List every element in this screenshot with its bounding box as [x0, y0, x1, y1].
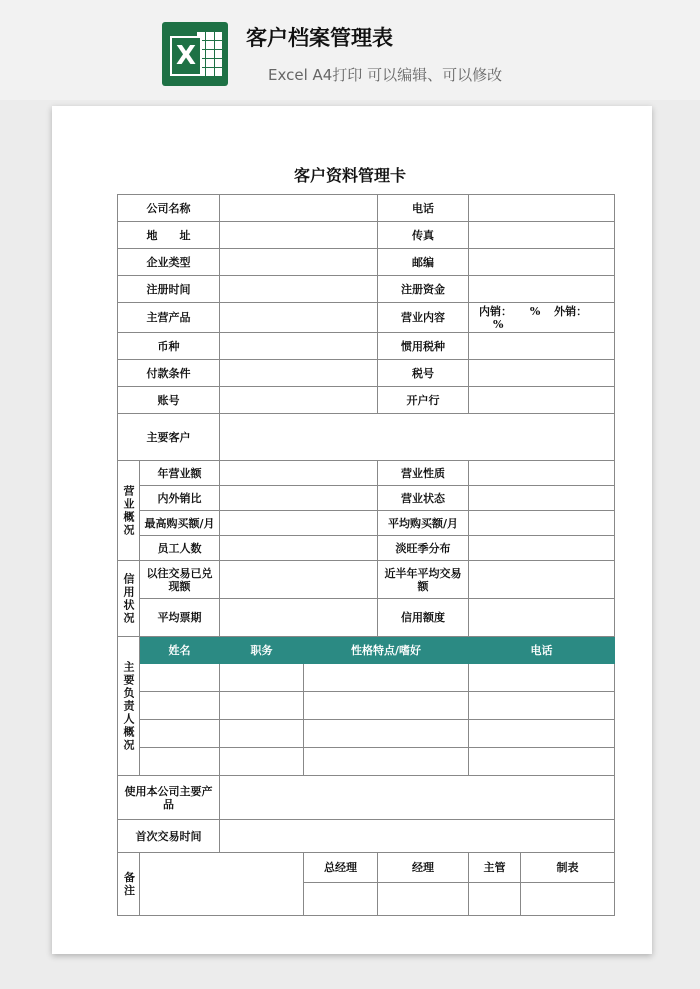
label-annual-revenue: 年营业额: [140, 461, 220, 486]
label-credit-limit: 信用额度: [378, 599, 469, 637]
domestic-label: 内销：: [479, 304, 512, 318]
value-staff-count[interactable]: [220, 536, 378, 561]
label-max-monthly: 最高购买额/月: [140, 511, 220, 536]
excel-logo-letter: X: [170, 36, 202, 76]
label-reg-time: 注册时间: [118, 276, 220, 303]
label-tax-type: 惯用税种: [378, 333, 469, 360]
value-max-monthly[interactable]: [220, 511, 378, 536]
label-business-content: 营业内容: [378, 303, 469, 333]
value-reg-time[interactable]: [220, 276, 378, 303]
value-account[interactable]: [220, 387, 378, 414]
label-first-trade: 首次交易时间: [118, 820, 220, 853]
card-title: 客户资料管理卡: [293, 166, 406, 185]
label-past-cashed: 以往交易已兑现额: [140, 561, 220, 599]
table-row: [118, 461, 615, 486]
export-label: 外销：: [554, 304, 588, 318]
value-bank[interactable]: [469, 387, 615, 414]
label-reg-capital: 注册资金: [378, 276, 469, 303]
value-enterprise-type[interactable]: [220, 249, 378, 276]
contact-title-cell[interactable]: [220, 720, 304, 748]
table-row: [118, 195, 615, 222]
contact-trait-cell[interactable]: [304, 664, 469, 692]
value-sales-ratio[interactable]: [220, 486, 378, 511]
page-subtitle: Excel A4打印 可以编辑、可以修改: [268, 66, 503, 84]
contact-trait-cell[interactable]: [304, 748, 469, 776]
label-address: 地 址: [118, 222, 220, 249]
percent-sign: %: [493, 317, 504, 331]
value-products-used[interactable]: [220, 776, 615, 820]
value-fax[interactable]: [469, 222, 615, 249]
label-general-manager: 总经理: [304, 853, 378, 883]
table-row: [118, 414, 615, 461]
label-main-products: 主营产品: [118, 303, 220, 333]
table-row: [118, 333, 615, 360]
table-row: [118, 748, 615, 776]
value-past-cashed[interactable]: [220, 561, 378, 599]
value-credit-limit[interactable]: [469, 599, 615, 637]
table-row: [118, 664, 615, 692]
credit-section-label: 信用状况: [118, 561, 140, 637]
table-row: [118, 853, 615, 883]
label-business-nature: 营业性质: [378, 461, 469, 486]
column-header: 职务: [220, 637, 304, 664]
label-remarks: 备注: [118, 853, 140, 916]
label-season-distribution: 淡旺季分布: [378, 536, 469, 561]
label-main-customers: 主要客户: [118, 414, 220, 461]
value-business-status[interactable]: [469, 486, 615, 511]
contact-phone-cell[interactable]: [469, 692, 615, 720]
business-section-label: 营业概况: [118, 461, 140, 561]
value-avg-term[interactable]: [220, 599, 378, 637]
label-phone: 电话: [378, 195, 469, 222]
signature-supervisor[interactable]: [469, 883, 521, 916]
contact-name-cell[interactable]: [140, 720, 220, 748]
table-row: [118, 249, 615, 276]
page-header: [0, 0, 700, 100]
label-currency: 币种: [118, 333, 220, 360]
table-row: [118, 599, 615, 637]
table-row: [118, 776, 615, 820]
label-company-name: 公司名称: [118, 195, 220, 222]
value-currency[interactable]: [220, 333, 378, 360]
contact-trait-cell[interactable]: [304, 692, 469, 720]
excel-icon: [162, 22, 228, 86]
value-payment-terms[interactable]: [220, 360, 378, 387]
label-payment-terms: 付款条件: [118, 360, 220, 387]
label-sales-ratio: 内外销比: [140, 486, 220, 511]
label-half-year-avg: 近半年平均交易额: [378, 561, 469, 599]
contact-phone-cell[interactable]: [469, 748, 615, 776]
table-row: [118, 303, 615, 333]
table-row: [118, 276, 615, 303]
table-row: [118, 387, 615, 414]
contact-phone-cell[interactable]: [469, 664, 615, 692]
contact-name-cell[interactable]: [140, 748, 220, 776]
value-annual-revenue[interactable]: [220, 461, 378, 486]
label-bank: 开户行: [378, 387, 469, 414]
value-business-content[interactable]: [469, 303, 615, 333]
value-avg-monthly[interactable]: [469, 511, 615, 536]
value-remarks[interactable]: [140, 853, 304, 916]
label-tax-no: 税号: [378, 360, 469, 387]
value-reg-capital[interactable]: [469, 276, 615, 303]
column-header: 电话: [469, 637, 615, 664]
table-row: [118, 486, 615, 511]
label-staff-count: 员工人数: [140, 536, 220, 561]
table-row: [118, 561, 615, 599]
contact-name-cell[interactable]: [140, 664, 220, 692]
contact-title-cell[interactable]: [220, 748, 304, 776]
contact-phone-cell[interactable]: [469, 720, 615, 748]
table-row: [118, 222, 615, 249]
value-season-distribution[interactable]: [469, 536, 615, 561]
label-products-used: 使用本公司主要产品: [118, 776, 220, 820]
value-tax-no[interactable]: [469, 360, 615, 387]
label-fax: 传真: [378, 222, 469, 249]
table-row: [118, 720, 615, 748]
value-company-name[interactable]: [220, 195, 378, 222]
label-account: 账号: [118, 387, 220, 414]
value-postcode[interactable]: [469, 249, 615, 276]
table-row: [118, 511, 615, 536]
contact-name-cell[interactable]: [140, 692, 220, 720]
contact-trait-cell[interactable]: [304, 720, 469, 748]
contacts-section-label: 主要负责人概况: [118, 637, 140, 776]
value-tax-type[interactable]: [469, 333, 615, 360]
label-manager: 经理: [378, 853, 469, 883]
column-header: 性格特点/嗜好: [304, 637, 469, 664]
value-main-customers[interactable]: [220, 414, 615, 461]
contact-title-cell[interactable]: [220, 664, 304, 692]
value-business-nature[interactable]: [469, 461, 615, 486]
table-row: [118, 820, 615, 853]
label-avg-term: 平均票期: [140, 599, 220, 637]
label-supervisor: 主管: [469, 853, 521, 883]
label-postcode: 邮编: [378, 249, 469, 276]
signature-manager[interactable]: [378, 883, 469, 916]
percent-sign: %: [529, 304, 541, 318]
table-row: [118, 692, 615, 720]
label-avg-monthly: 平均购买额/月: [378, 511, 469, 536]
table-row: [118, 536, 615, 561]
signature-maker[interactable]: [521, 883, 615, 916]
label-enterprise-type: 企业类型: [118, 249, 220, 276]
value-half-year-avg[interactable]: [469, 561, 615, 599]
label-maker: 制表: [521, 853, 615, 883]
column-header: 姓名: [140, 637, 220, 664]
contacts-header-row: [118, 637, 615, 664]
value-first-trade[interactable]: [220, 820, 615, 853]
label-business-status: 营业状态: [378, 486, 469, 511]
value-address[interactable]: [220, 222, 378, 249]
value-main-products[interactable]: [220, 303, 378, 333]
table-row: [118, 360, 615, 387]
customer-form-table: [117, 194, 615, 916]
value-phone[interactable]: [469, 195, 615, 222]
page-title: 客户档案管理表: [246, 26, 393, 50]
contact-title-cell[interactable]: [220, 692, 304, 720]
signature-general-manager[interactable]: [304, 883, 378, 916]
